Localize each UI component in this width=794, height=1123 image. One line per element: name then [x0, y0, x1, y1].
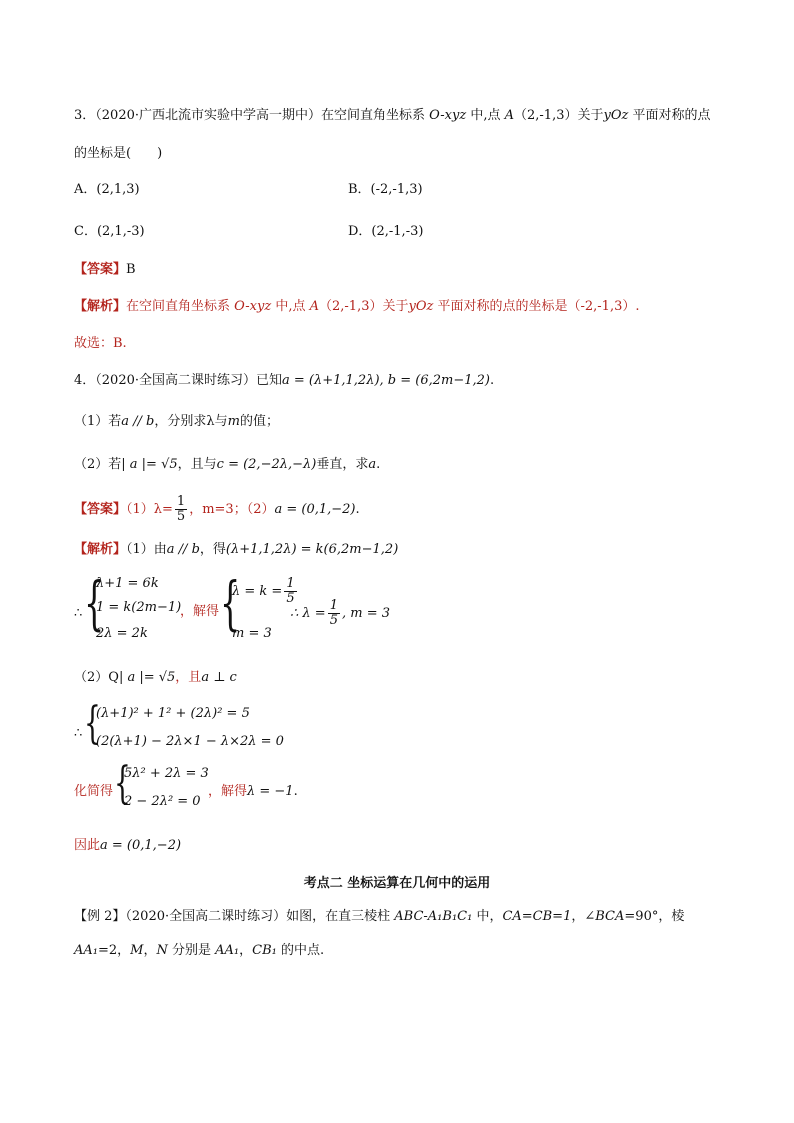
q4-text: 垂直，求: [316, 457, 369, 472]
q4-source: （2020·全国高二课时练习）: [95, 373, 256, 388]
fraction-denominator: 5: [176, 509, 186, 524]
fraction-numerator: 1: [329, 598, 338, 613]
system2-result: [290, 596, 390, 632]
final-expression: a = (0,1,−2): [100, 838, 182, 853]
result-fraction: [328, 599, 340, 628]
example-prism: ABC-A₁B₁C₁: [394, 909, 473, 924]
q4-text: ，且与: [177, 457, 217, 472]
q4-text: .: [376, 457, 381, 472]
analysis-perpendicular: a ⊥ c: [201, 670, 237, 685]
therefore-symbol: ∴: [74, 606, 83, 621]
analysis-label: 【解析】: [74, 299, 127, 314]
q4-text: 已知: [256, 373, 283, 388]
q4-text: （2）若: [74, 457, 122, 472]
ex2-line1: [74, 907, 684, 927]
q3-point: A: [504, 108, 514, 123]
q4-analysis-line1: [74, 540, 398, 560]
answer-fraction: [175, 495, 187, 524]
q4-norm: | a |= √5: [121, 457, 178, 472]
q4-final: [74, 836, 181, 856]
section-title: 考点二 坐标运算在几何中的运用: [303, 876, 491, 891]
example-text: =90°，棱: [624, 909, 685, 924]
analysis-point: A: [309, 299, 320, 314]
system4-row2: 2 − 2λ² = 0: [124, 794, 201, 809]
example-text: 中，: [472, 909, 503, 924]
system2-row1: [232, 574, 299, 610]
analysis-text: ，解得: [208, 784, 248, 799]
q3-choose: 故选：B.: [74, 336, 127, 351]
fraction-denominator: 5: [329, 613, 338, 628]
q4-var: m: [227, 414, 240, 429]
q4-part2: [74, 455, 380, 475]
analysis-text: ，且: [175, 670, 202, 685]
q3-line2: 的坐标是( ): [74, 146, 163, 161]
answer-text: .: [355, 502, 360, 517]
example-text: ，: [239, 943, 253, 958]
q4-text: （1）若: [74, 414, 122, 429]
solve2-expression: λ = −1: [247, 784, 294, 799]
fraction-numerator: 1: [176, 494, 186, 509]
example-angle: BCA: [595, 909, 625, 924]
q3-text: （2,-1,3）关于: [514, 108, 604, 123]
system4-row1: 5λ² + 2λ = 3: [124, 766, 209, 781]
system2-text: λ =: [302, 606, 326, 621]
q4-parallel: a // b: [121, 414, 155, 429]
example-edge: CB₁: [252, 943, 277, 958]
analysis-text: （2,-1,3）关于: [319, 299, 409, 314]
example-equation: CA=CB=1: [502, 909, 572, 924]
q3-system: O-xyz: [429, 108, 467, 123]
example-point: N: [156, 943, 168, 958]
q4-text: 的值；: [239, 414, 279, 429]
q3-answer: [74, 260, 136, 280]
system-brace: {: [220, 569, 241, 637]
example-text: 如图，在直三棱柱: [286, 909, 395, 924]
q3-text: 平面对称的点: [628, 108, 711, 123]
example-edge: AA₁: [215, 943, 240, 958]
system1-row3: 2λ = 2k: [96, 626, 148, 641]
example-text: ，: [143, 943, 157, 958]
example-edge: AA₁: [74, 943, 98, 958]
example-text: =2，: [98, 943, 131, 958]
example-text: ，∠: [571, 909, 596, 924]
system2-text: , m = 3: [341, 606, 390, 621]
example-point: M: [130, 943, 144, 958]
q3-option-b: B．(-2,-1,3): [348, 182, 423, 197]
simplify-label: 化简得: [74, 784, 114, 799]
q4-part1: [74, 412, 279, 432]
q3-number: 3．: [74, 108, 96, 123]
answer-label: 【答案】: [74, 502, 127, 517]
fraction-denominator: 5: [286, 591, 295, 606]
q3-analysis: [74, 297, 640, 317]
example-text: 的中点.: [276, 943, 325, 958]
analysis-plane: yOz: [408, 299, 434, 314]
q3-plane: yOz: [603, 108, 629, 123]
q4-text: ，分别求λ与: [154, 414, 228, 429]
solve-label: ，解得: [180, 604, 220, 619]
answer-text: （1）λ=: [126, 502, 173, 517]
example-text: 分别是: [167, 943, 216, 958]
analysis-norm: | a |= √5: [118, 670, 176, 685]
q4-vectors: a = (λ+1,1,2λ), b = (6,2m−1,2): [282, 373, 490, 388]
analysis-text: （1）由: [126, 542, 167, 557]
q4-answer: [74, 495, 360, 525]
system2-row2: m = 3: [232, 626, 272, 641]
system-brace: {: [114, 758, 131, 809]
ex2-line2: [74, 941, 324, 961]
analysis-system: O-xyz: [234, 299, 272, 314]
example-label: 【例 2】: [74, 909, 126, 924]
therefore-symbol: ∴: [290, 606, 299, 621]
q3-option-d: D．(2,-1,-3): [348, 224, 424, 239]
analysis-text: 因此: [74, 838, 101, 853]
solve2: [208, 782, 298, 802]
analysis-text: （2）Q: [74, 670, 119, 685]
answer-expression: a = (0,1,−2): [274, 502, 356, 517]
system1-row1: λ+1 = 6k: [96, 576, 159, 591]
q4-vector-c: c = (2,−2λ,−λ): [216, 457, 317, 472]
system-brace: {: [84, 569, 105, 637]
fraction-numerator: 1: [286, 576, 295, 591]
therefore-symbol: ∴: [74, 726, 83, 741]
q3-option-a: A．(2,1,3): [74, 182, 140, 197]
system3-row1: (λ+1)² + 1² + (2λ)² = 5: [96, 706, 250, 721]
answer-label: 【答案】: [74, 262, 127, 277]
q4-var: a: [368, 457, 377, 472]
analysis-text: 在空间直角坐标系: [126, 299, 235, 314]
q3-line1: [74, 106, 710, 126]
analysis-text: 中,点: [271, 299, 310, 314]
system3-row2: (2(λ+1) − 2λ×1 − λ×2λ = 0: [96, 734, 284, 749]
analysis-label: 【解析】: [74, 542, 127, 557]
q4-number: 4．: [74, 373, 96, 388]
q3-option-c: C．(2,1,-3): [74, 224, 145, 239]
analysis-text: ，得: [199, 542, 226, 557]
analysis-text: .: [293, 784, 298, 799]
system-brace: {: [84, 698, 101, 749]
analysis-equation: (λ+1,1,2λ) = k(6,2m−1,2): [225, 542, 399, 557]
q4-line1: [74, 371, 494, 391]
system1-row2: 1 = k(2m−1): [96, 600, 182, 615]
q3-text: 在空间直角坐标系: [321, 108, 430, 123]
q4-analysis-line2: [74, 668, 237, 688]
q4-text: .: [489, 373, 495, 388]
analysis-parallel: a // b: [166, 542, 200, 557]
q3-text: 中,点: [466, 108, 505, 123]
example-source: （2020·全国高二课时练习）: [125, 909, 287, 924]
answer-text: ，m=3；（2）: [189, 502, 275, 517]
answer-value: B: [126, 262, 136, 277]
system2-text: λ = k =: [232, 584, 283, 599]
q3-source: （2020·广西北流市实验中学高一期中）: [95, 108, 321, 123]
analysis-text: 平面对称的点的坐标是（-2,-1,3）.: [433, 299, 640, 314]
